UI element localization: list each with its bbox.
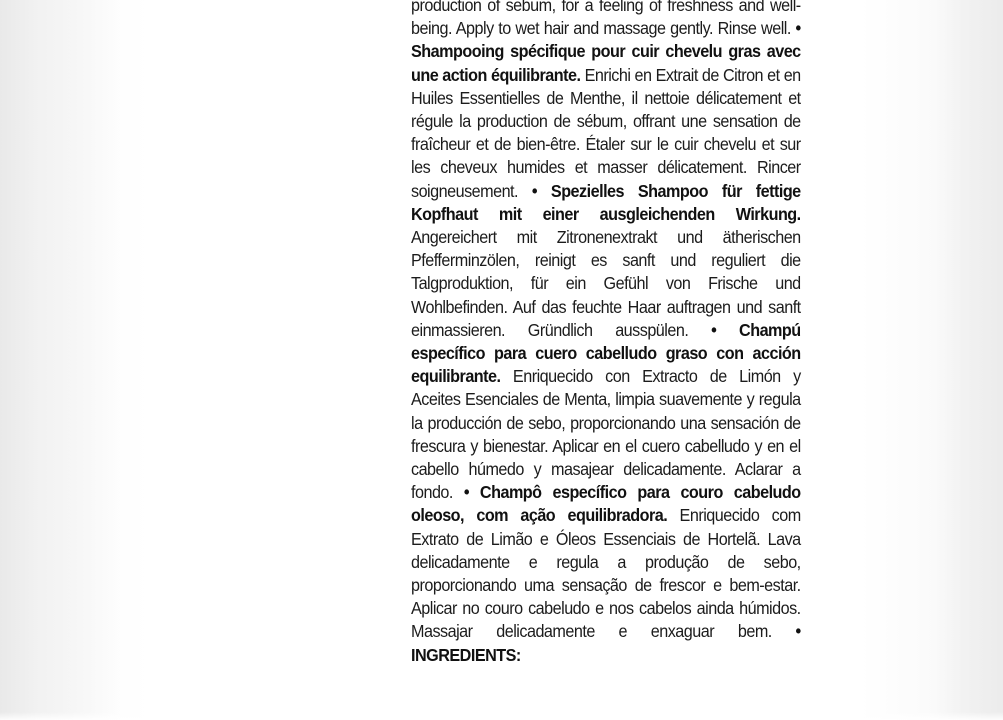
label-segment: production of sebum, for a feeling of freshness and well-being. Apply to wet hair and massage gently. Rinse well. xyxy=(411,0,801,39)
label-heading-de: • Spezielles Shampoo für fettige Kopfhaut mit einer ausgleichenden Wirkung. xyxy=(411,180,801,224)
bottom-fade xyxy=(0,712,1003,720)
label-heading-pt: • Champô específico para couro cabeludo oleoso, com ação equilibradora. xyxy=(411,482,801,526)
label-heading-es: • Champú específico para cuero cabelludo graso con acción equilibrante. xyxy=(411,319,801,387)
label-heading-fr: • Shampooing spécifique pour cuir chevelu gras avec une action équilibrante. xyxy=(411,18,801,85)
label-segment: Enriquecido con Extracto de Limón y Aceites Esenciales de Menta, limpia suavemente y regula la producción de sebo, proporcionando una sensación de frescura y bienestar. Aplicar en el cuero cabelludo y en el cabello húmedo y masajear delicadamente. Aclarar a fondo. xyxy=(411,366,801,503)
label-heading-ingredients: • INGREDIENTS: xyxy=(411,621,801,665)
label-segment: Angereichert mit Zitronenextrakt und ätherischen Pfefferminzölen, reinigt es sanft und reguliert die Talgproduktion, für ein Gefühl von Frische und Wohlbefinden. Auf das feuchte Haar auftragen und sanft einmassieren. Gründlich ausspülen. xyxy=(411,227,801,340)
label-segment: Enrichi en Extrait de Citron et en Huiles Essentielles de Menthe, il nettoie délicatement et régule la production de sébum, offrant une sensation de fraîcheur et de bien-être. Étaler sur le cuir chevelu et sur les cheveux humides et masser délicatement. Rincer soigneusement. xyxy=(411,64,801,201)
bottle-left-shadow xyxy=(0,0,120,720)
bottle-right-shadow xyxy=(933,0,1003,720)
label-segment: Enriquecido com Extrato de Limão e Óleos Essenciais de Hortelã. Lava delicadamente e regula a produção de sebo, proporcionando uma sensação de frescor e bem-estar. Aplicar no couro cabeludo e nos cabelos ainda húmidos. Massajar delicadamente e enxaguar bem. xyxy=(411,505,801,642)
bottle-label-text xyxy=(411,0,801,667)
